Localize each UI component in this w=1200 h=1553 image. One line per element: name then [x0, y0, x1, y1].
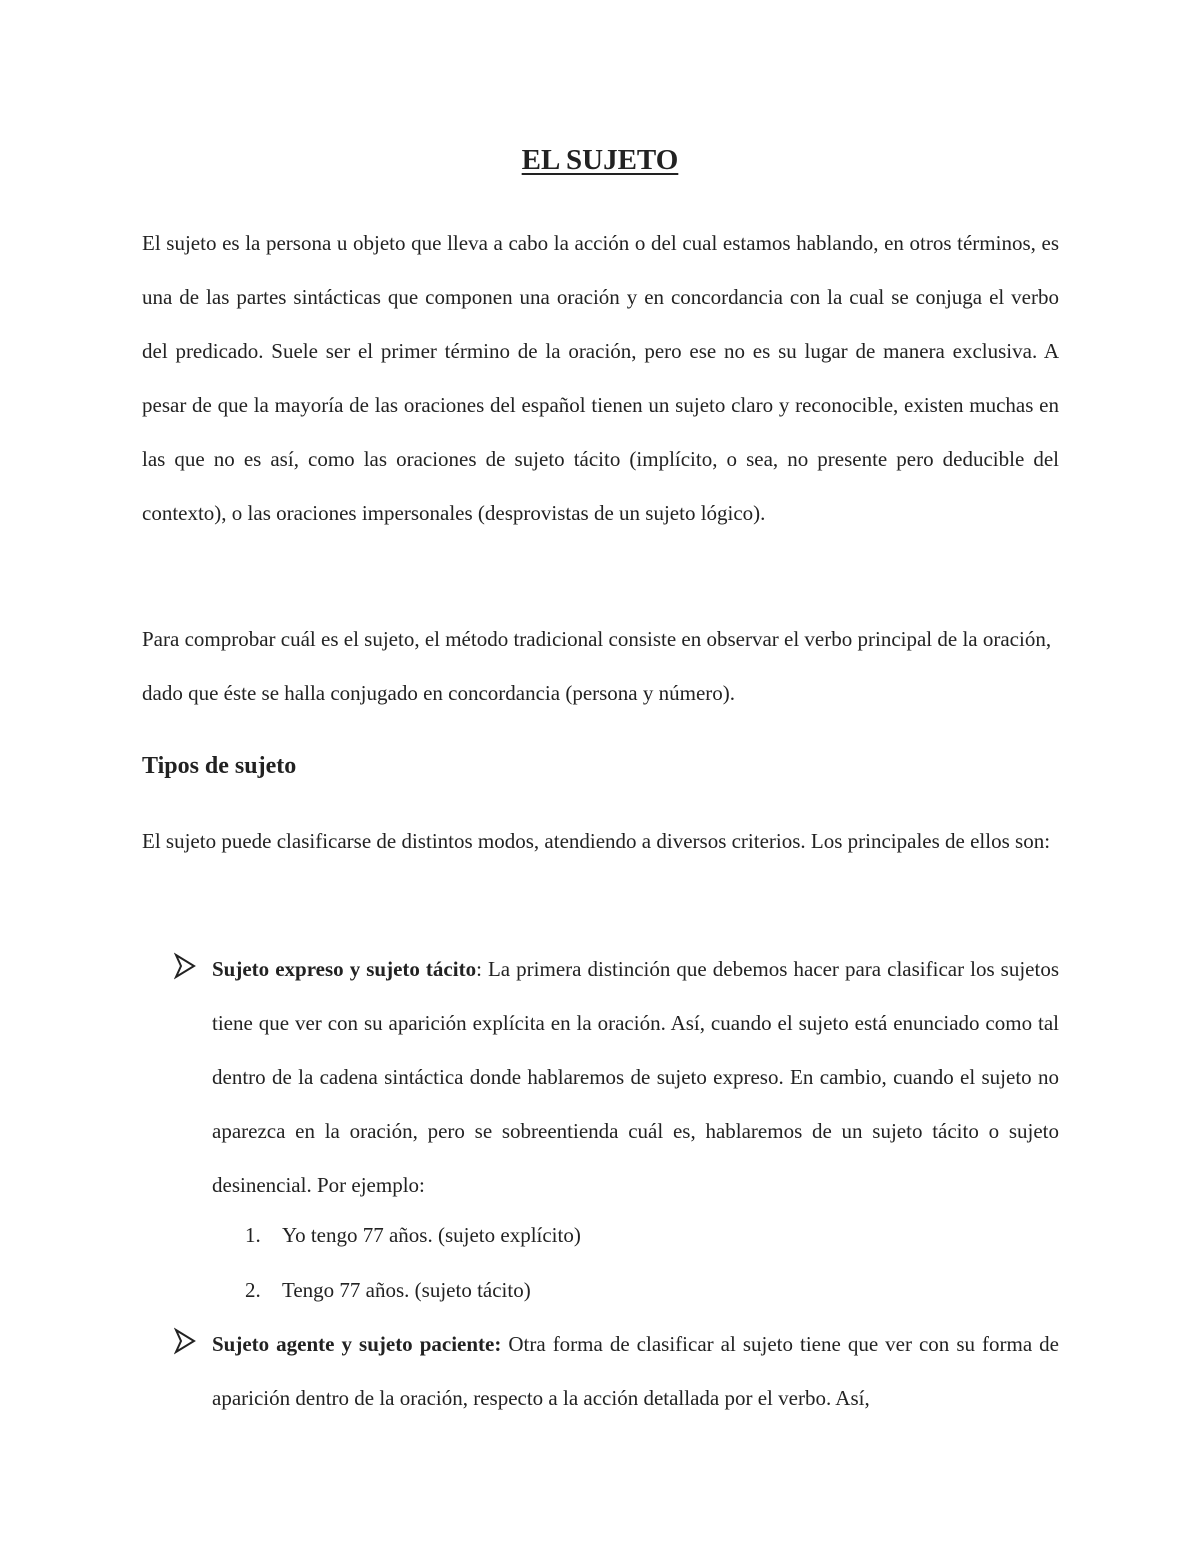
arrowhead-bullet-icon	[174, 952, 196, 980]
list-item-text	[212, 942, 1059, 1212]
section-heading-tipos: Tipos de sujeto	[142, 753, 297, 779]
document-title: EL SUJETO	[521, 144, 679, 176]
bullet-body: La primera distinción que debemos hacer para clasificar los sujetos tiene que ver con su aparición explícita en la oración. Así, cuando el sujeto está enunciado como tal dentro de la cadena sintáctica donde hablaremos de sujeto expreso. En cambio, cuando el sujeto no aparezca en la oración, pero se sobreentienda cuál es, hablaremos de un sujeto tácito o sujeto desinencial. Por ejemplo:	[212, 957, 1060, 1197]
bullet-body: Otra forma de clasificar al sujeto tiene que ver con su forma de aparición dentro de la oración, respecto a la acción detallada por el verbo. Así,	[212, 1332, 1059, 1410]
example-number: 2.	[245, 1278, 261, 1302]
list-item-text	[212, 1317, 1059, 1425]
example-item-1	[245, 1208, 581, 1262]
example-number: 1.	[245, 1223, 261, 1247]
example-text: Tengo 77 años. (sujeto tácito)	[282, 1278, 531, 1302]
paragraph-definition: El sujeto es la persona u objeto que lleva a cabo la acción o del cual estamos hablando, en otros términos, es una de las partes sintácticas que componen una oración y en concordancia con la cual se conjuga el verbo del predicado. Suele ser el primer término de la oración, pero ese no es su lugar de manera exclusiva. A pesar de que la mayoría de las oraciones del español tienen un sujeto claro y reconocible, existen muchas en las que no es así, como las oraciones de sujeto tácito (implícito, o sea, no presente pero deducible del contexto), o las oraciones impersonales (desprovistas de un sujeto lógico).	[142, 231, 1059, 525]
paragraph-method: Para comprobar cuál es el sujeto, el método tradicional consiste en observar el verbo principal de la oración, dado que éste se halla conjugado en concordancia (persona y número).	[142, 627, 1052, 705]
list-item-agente-paciente	[142, 1317, 1059, 1425]
bullet-term: Sujeto expreso y sujeto tácito	[212, 957, 477, 981]
paragraph-intro-types: El sujeto puede clasificarse de distintos modos, atendiendo a diversos criterios. Los principales de ellos son:	[142, 829, 1051, 853]
example-item-2	[245, 1263, 531, 1317]
arrowhead-bullet-icon	[174, 1327, 196, 1355]
bullet-term: Sujeto agente y sujeto paciente:	[212, 1332, 502, 1356]
example-text: Yo tengo 77 años. (sujeto explícito)	[282, 1223, 581, 1247]
list-item-expreso-tacito	[142, 942, 1059, 1212]
bullet-separator: :	[476, 957, 482, 981]
